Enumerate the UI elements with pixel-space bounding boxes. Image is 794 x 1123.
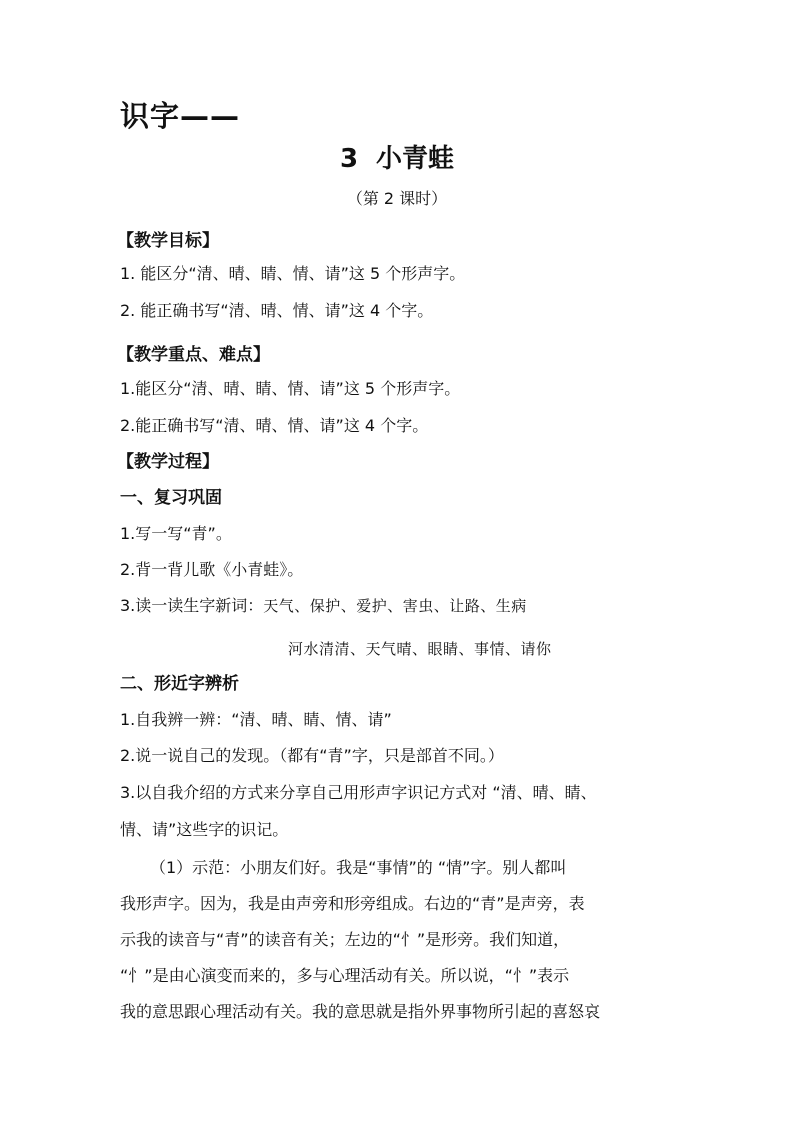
goals-heading: 【教学目标】 [117, 231, 219, 251]
part1-item-3-label: 3.读一读生字新词： [120, 596, 264, 615]
unit-header: 识字—— [120, 99, 241, 133]
part1-heading: 一、复习巩固 [120, 488, 222, 508]
goal-item-2: 2. 能正确书写“清、晴、情、请”这 4 个字。 [120, 301, 434, 320]
example-line-2: 我形声字。因为，我是由声旁和形旁组成。右边的“青”是声旁，表 [120, 894, 585, 913]
new-words-line-1: 天气、保护、爱护、害虫、让路、生病 [263, 597, 527, 615]
part2-heading: 二、形近字辨析 [120, 674, 239, 694]
example-line-1: （1）示范：小朋友们好。我是“事情”的 “情”字。别人都叫 [150, 858, 567, 877]
lesson-title [0, 146, 794, 172]
part2-item-3-cont: 情、请”这些字的识记。 [120, 820, 289, 839]
new-words-line-2: 河水清清、天气晴、眼睛、事情、请你 [288, 640, 552, 658]
part1-item-2: 2.背一背儿歌《小青蛙》。 [120, 560, 304, 579]
process-heading: 【教学过程】 [117, 452, 219, 472]
keypoint-item-1: 1.能区分“清、晴、睛、情、请”这 5 个形声字。 [120, 379, 461, 398]
part2-item-1: 1.自我辨一辨：“清、晴、睛、情、请” [120, 710, 392, 729]
example-line-4: “忄”是由心演变而来的，多与心理活动有关。所以说，“忄”表示 [120, 966, 570, 985]
part2-item-3: 3.以自我介绍的方式来分享自己用形声字识记方式对 “清、晴、睛、 [120, 783, 597, 802]
lesson-subtitle: （第 2 课时） [346, 189, 448, 208]
example-line-5: 我的意思跟心理活动有关。我的意思就是指外界事物所引起的喜怒哀 [120, 1002, 601, 1021]
lesson-title-text: 小青蛙 [376, 144, 455, 174]
keypoints-heading: 【教学重点、难点】 [117, 345, 270, 365]
example-line-3: 示我的读音与“青”的读音有关；左边的“忄”是形旁。我们知道， [120, 930, 570, 949]
part2-item-2: 2.说一说自己的发现。（都有“青”字，只是部首不同。） [120, 746, 504, 765]
keypoint-item-2: 2.能正确书写“清、晴、情、请”这 4 个字。 [120, 416, 429, 435]
part1-item-3 [120, 598, 527, 614]
part1-item-1: 1.写一写“青”。 [120, 524, 232, 543]
lesson-number: 3 [339, 144, 359, 174]
goal-item-1: 1. 能区分“清、晴、睛、情、请”这 5 个形声字。 [120, 264, 466, 283]
